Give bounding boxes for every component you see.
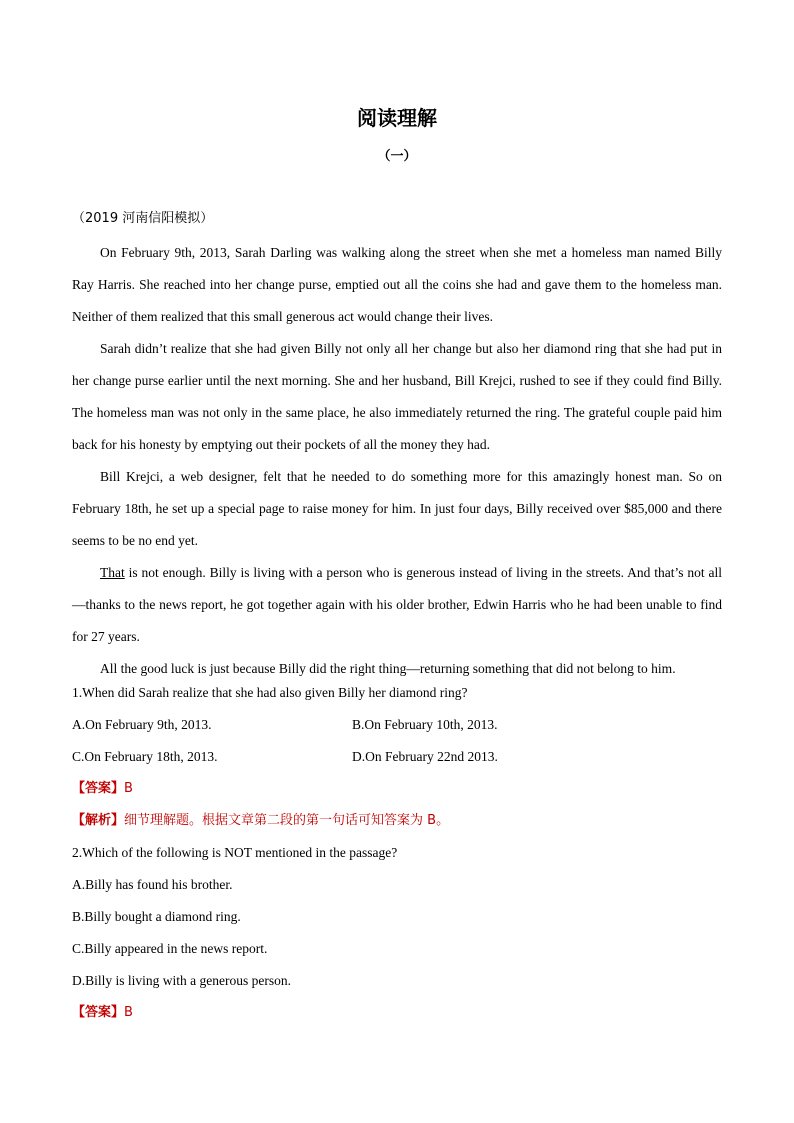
answer-line <box>72 997 722 1029</box>
answer-label: 【答案】 <box>72 781 125 796</box>
page-title: 阅读理解 <box>357 106 437 130</box>
analysis-label: 【解析】 <box>72 813 125 828</box>
option-d: D.Billy is living with a generous person. <box>72 973 291 988</box>
option-c: C.On February 18th, 2013. <box>72 749 218 764</box>
answer-label: 【答案】 <box>72 1005 125 1020</box>
reading-passage <box>72 237 722 685</box>
answer-line <box>72 773 722 805</box>
passage-paragraph-2: Sarah didn’t realize that she had given Billy not only all her change but also her diamond ring that she had put in her change purse earlier until the next morning. She and her husband, Bill Krejci, rushed to see if they could find Billy. The homeless man was not only in the same place, he also immediately returned the ring. The grateful couple paid him back for his honesty by emptying out their pockets of all the money they had. <box>72 341 722 452</box>
question-2 <box>72 837 722 1029</box>
passage-paragraph-5: All the good luck is just because Billy did the right thing—returning something that did not belong to him. <box>100 661 676 676</box>
option-d: D.On February 22nd 2013. <box>352 749 498 764</box>
passage-paragraph-4 <box>72 557 722 653</box>
question-stem: 2.Which of the following is NOT mentioned in the passage? <box>72 845 398 860</box>
question-stem: 1.When did Sarah realize that she had also given Billy her diamond ring? <box>72 685 468 700</box>
answer-value: B <box>124 1005 133 1020</box>
answer-value: B <box>124 781 133 796</box>
underlined-word: That <box>100 565 125 580</box>
source-note: （2019 河南信阳模拟） <box>72 211 214 226</box>
paragraph-4-text: is not enough. Billy is living with a person who is generous instead of living in the streets. And that’s not all—thanks to the news report, he got together again with his older brother, Edwin Harris who he had been unable to find for 27 years. <box>72 565 722 644</box>
passage-paragraph-3: Bill Krejci, a web designer, felt that he needed to do something more for this amazingly honest man. So on February 18th, he set up a special page to raise money for him. In just four days, Billy received over $85,000 and there seems to be no end yet. <box>72 469 722 548</box>
option-c: C.Billy appeared in the news report. <box>72 941 268 956</box>
analysis-text: 细节理解题。根据文章第二段的第一句话可知答案为 B。 <box>124 813 450 828</box>
options-row <box>72 741 722 773</box>
option-a: A.On February 9th, 2013. <box>72 717 212 732</box>
section-number: （一） <box>377 149 417 164</box>
option-b: B.Billy bought a diamond ring. <box>72 909 241 924</box>
option-a: A.Billy has found his brother. <box>72 877 233 892</box>
options-row <box>72 709 722 741</box>
analysis-line <box>72 805 722 837</box>
option-b: B.On February 10th, 2013. <box>352 717 498 732</box>
passage-paragraph-1: On February 9th, 2013, Sarah Darling was walking along the street when she met a homeless man named Billy Ray Harris. She reached into her change purse, emptied out all the coins she had and gave them to the homeless man. Neither of them realized that this small generous act would change their lives. <box>72 245 722 324</box>
question-1 <box>72 677 722 837</box>
